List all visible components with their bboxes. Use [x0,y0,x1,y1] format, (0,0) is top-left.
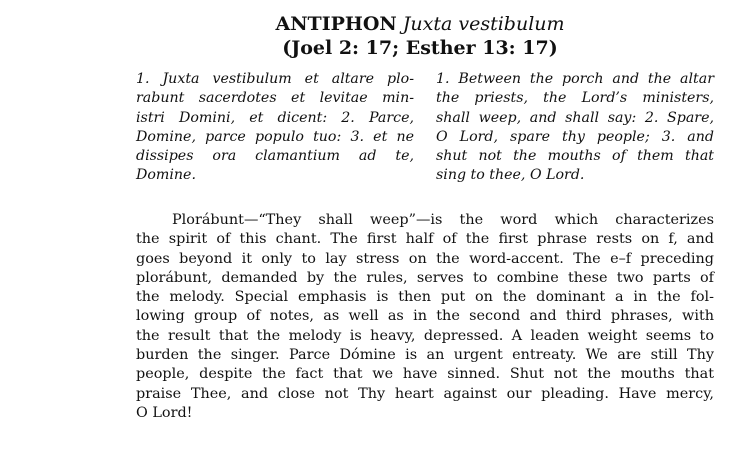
commentary-line: Plorábunt—“They shall weep”—is the word which characterizes [172,212,714,228]
latin-text-column [136,70,414,186]
commentary-line: the result that the melody is heavy, depressed. A leaden weight seems to [136,327,714,344]
latin-line: Domine. [136,167,196,184]
commentary-line: burden the singer. Parce Dómine is an urgent entreaty. We are still Thy [136,347,714,364]
english-line: O Lord, spare thy people; 3. and [436,128,714,145]
commentary-paragraph [136,211,714,423]
commentary-line: people, despite the fact that we have sinned. Shut not the mouths that [136,366,714,383]
english-line: shut not the mouths of them that [436,148,714,165]
antiphon-heading [0,12,742,60]
commentary-line: praise Thee, and close not Thy heart against our pleading. Have mercy, [136,385,714,402]
scripture-reference: (Joel 2: 17; Esther 13: 17) [282,37,558,59]
antiphon-title-label: ANTIPHON [275,13,397,35]
latin-line: istri Domini, et dicent: 2. Parce, [136,109,414,126]
commentary-line: lowing group of notes, as well as in the second and third phrases, with [136,308,714,325]
commentary-line: the melody. Special emphasis is then put on the dominant a in the fol- [136,289,714,306]
commentary-line: goes beyond it only to lay stress on the word-accent. The e–f preceding [136,250,714,267]
latin-line: 1. Juxta vestibulum et altare plo- [136,71,414,87]
latin-line: dissipes ora clamantium ad te, [136,148,414,165]
english-text-column [436,70,714,186]
commentary-line: O Lord! [136,404,193,421]
english-line: shall weep, and shall say: 2. Spare, [436,109,714,126]
english-line: sing to thee, O Lord. [436,167,585,184]
english-line: the priests, the Lord’s ministers, [436,90,714,107]
latin-line: Domine, parce populo tuo: 3. et ne [136,128,414,145]
latin-line: rabunt sacerdotes et levitae min- [136,90,414,107]
antiphon-title-incipit: Juxta vestibulum [402,13,565,35]
antiphon-title [0,12,742,36]
commentary-line: plorábunt, demanded by the rules, serves to combine these two parts of [136,269,714,286]
commentary-line: the spirit of this chant. The first half of the first phrase rests on f, and [136,231,714,248]
english-line: 1. Between the porch and the altar [436,71,714,87]
